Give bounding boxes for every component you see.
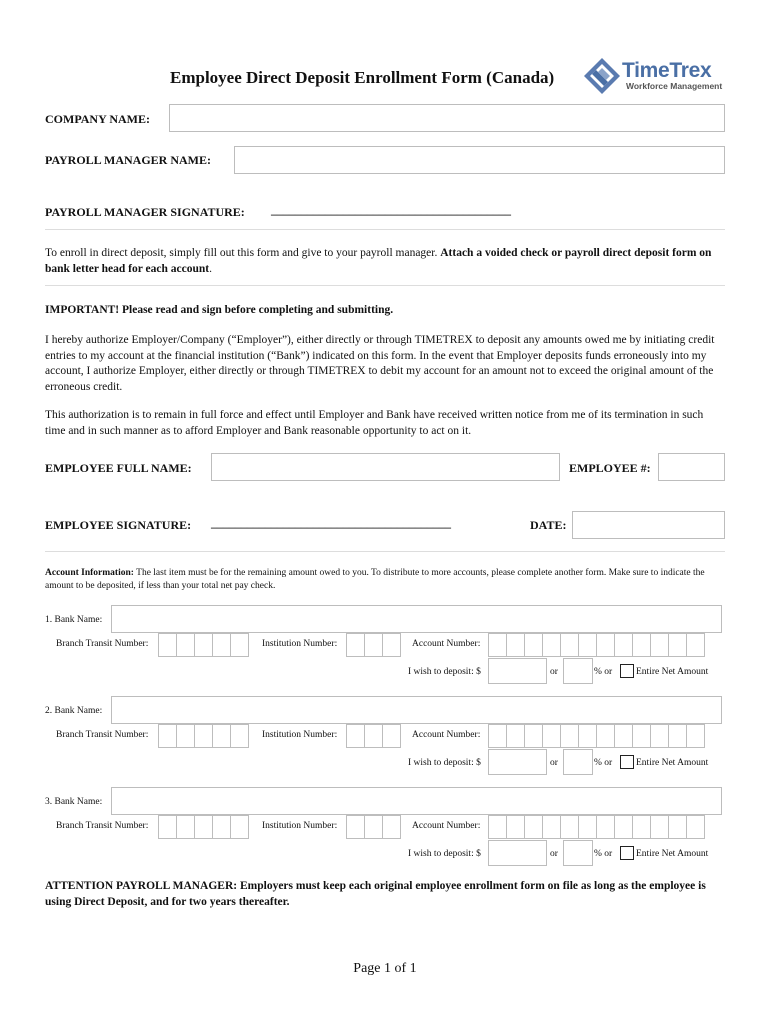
page-number: Page 1 of 1 [353, 961, 417, 976]
bank-2-transit-field[interactable] [159, 724, 249, 748]
bank-3-transit-label: Branch Transit Number: [56, 821, 149, 831]
logo-tagline: Workforce Management [626, 81, 723, 91]
form-title: Employee Direct Deposit Enrollment Form (Canada) [170, 68, 555, 87]
intro-end: . [209, 262, 212, 275]
bank-3-or-label: or [550, 849, 558, 859]
employee-signature-line[interactable]: ________________________________________ [211, 516, 451, 530]
bank-1-entire-net-label: Entire Net Amount [636, 667, 709, 677]
company-name-field[interactable] [169, 104, 725, 132]
bank-3-deposit-label: I wish to deposit: $ [408, 849, 481, 859]
logo-diamond-icon [584, 56, 622, 98]
bank-2-deposit-label: I wish to deposit: $ [408, 758, 481, 768]
bank-1-account-field[interactable] [489, 633, 705, 657]
divider [45, 551, 725, 552]
bank-1-name-field[interactable] [111, 605, 722, 633]
bank-1-institution-field[interactable] [347, 633, 401, 657]
bank-1-percent-field[interactable] [563, 658, 593, 684]
bank-2-institution-label: Institution Number: [262, 730, 338, 740]
bank-2-institution-field[interactable] [347, 724, 401, 748]
payroll-manager-name-field[interactable] [234, 146, 725, 174]
authorization-duration-paragraph: This authorization is to remain in full force and effect until Employer and Bank have received written notice from me of its termination in such time and in such manner as to afford Employer and Bank reasonable opportunity to act on it. [45, 409, 704, 437]
timetrex-logo [584, 56, 724, 98]
employee-signature-label: EMPLOYEE SIGNATURE: [45, 518, 192, 532]
payroll-manager-signature-label: PAYROLL MANAGER SIGNATURE: [45, 205, 245, 219]
bank-2-percent-or-label: % or [594, 758, 613, 768]
employee-full-name-field[interactable] [211, 453, 560, 481]
bank-2-entire-net-checkbox[interactable] [620, 755, 634, 769]
bank-2-name-label: 2. Bank Name: [45, 706, 103, 716]
intro-text: To enroll in direct deposit, simply fill out this form and give to your payroll manager. [45, 247, 441, 259]
bank-2-entire-net-label: Entire Net Amount [636, 758, 709, 768]
bank-3-transit-field[interactable] [159, 815, 249, 839]
bank-3-name-field[interactable] [111, 787, 722, 815]
bank-1-institution-label: Institution Number: [262, 639, 338, 649]
account-info-text: The last item must be for the remaining amount owed to you. To distribute to more accounts, please complete another form. Make sure to indicate the amount to be deposited, if less than your total net pay check. [45, 568, 705, 591]
employee-number-field[interactable] [658, 453, 725, 481]
bank-1-account-label: Account Number: [412, 639, 481, 649]
bank-3-institution-label: Institution Number: [262, 821, 338, 831]
attention-notice: ATTENTION PAYROLL MANAGER: Employers must keep each original employee enrollment form on file as long as the employee is using Direct Deposit, and for two years thereafter. [45, 880, 706, 908]
bank-1-percent-or-label: % or [594, 667, 613, 677]
important-heading: IMPORTANT! Please read and sign before completing and submitting. [45, 304, 394, 316]
bank-3-entire-net-checkbox[interactable] [620, 846, 634, 860]
employee-number-label: EMPLOYEE #: [569, 461, 651, 475]
bank-3-percent-or-label: % or [594, 849, 613, 859]
bank-2-or-label: or [550, 758, 558, 768]
account-info-heading: Account Information: [45, 568, 134, 578]
bank-3-percent-field[interactable] [563, 840, 593, 866]
payroll-manager-name-label: PAYROLL MANAGER NAME: [45, 153, 212, 167]
authorization-paragraph: I hereby authorize Employer/Company (“Employer”), either directly or through TIMETREX to deposit any amounts owed me by initiating credit entries to my account at the financial institution (“Bank”) indicated on this form. In the event that Employer deposits funds erroneously into my account, I authorize Employer, either directly or through TIMETREX to debit my account for an amount not to exceed the original amount of the erroneous credit. [45, 334, 715, 393]
bank-1-entire-net-checkbox[interactable] [620, 664, 634, 678]
account-info-paragraph [45, 567, 725, 592]
bank-2-percent-field[interactable] [563, 749, 593, 775]
bank-2-name-field[interactable] [111, 696, 722, 724]
bank-1-deposit-amount-field[interactable] [488, 658, 547, 684]
bank-3-entire-net-label: Entire Net Amount [636, 849, 709, 859]
bank-3-deposit-amount-field[interactable] [488, 840, 547, 866]
bank-1-or-label: or [550, 667, 558, 677]
bank-2-account-field[interactable] [489, 724, 705, 748]
bank-1-transit-label: Branch Transit Number: [56, 639, 149, 649]
divider [45, 229, 725, 230]
intro-paragraph [45, 246, 725, 277]
employee-full-name-label: EMPLOYEE FULL NAME: [45, 461, 192, 475]
company-name-label: COMPANY NAME: [45, 112, 150, 126]
bank-1-transit-field[interactable] [159, 633, 249, 657]
bank-3-name-label: 3. Bank Name: [45, 797, 103, 807]
date-field[interactable] [572, 511, 725, 539]
divider [45, 285, 725, 286]
bank-2-deposit-amount-field[interactable] [488, 749, 547, 775]
bank-2-transit-label: Branch Transit Number: [56, 730, 149, 740]
bank-1-name-label: 1. Bank Name: [45, 615, 103, 625]
bank-2-account-label: Account Number: [412, 730, 481, 740]
bank-3-account-label: Account Number: [412, 821, 481, 831]
bank-3-institution-field[interactable] [347, 815, 401, 839]
date-label: DATE: [530, 518, 567, 532]
bank-3-account-field[interactable] [489, 815, 705, 839]
bank-1-deposit-label: I wish to deposit: $ [408, 667, 481, 677]
payroll-manager-signature-line[interactable]: ________________________________________ [271, 203, 511, 217]
intro-bold-text: Attach a voided check or payroll direct deposit form on bank letter head for each account [45, 247, 712, 275]
logo-name: TimeTrex [622, 59, 712, 82]
